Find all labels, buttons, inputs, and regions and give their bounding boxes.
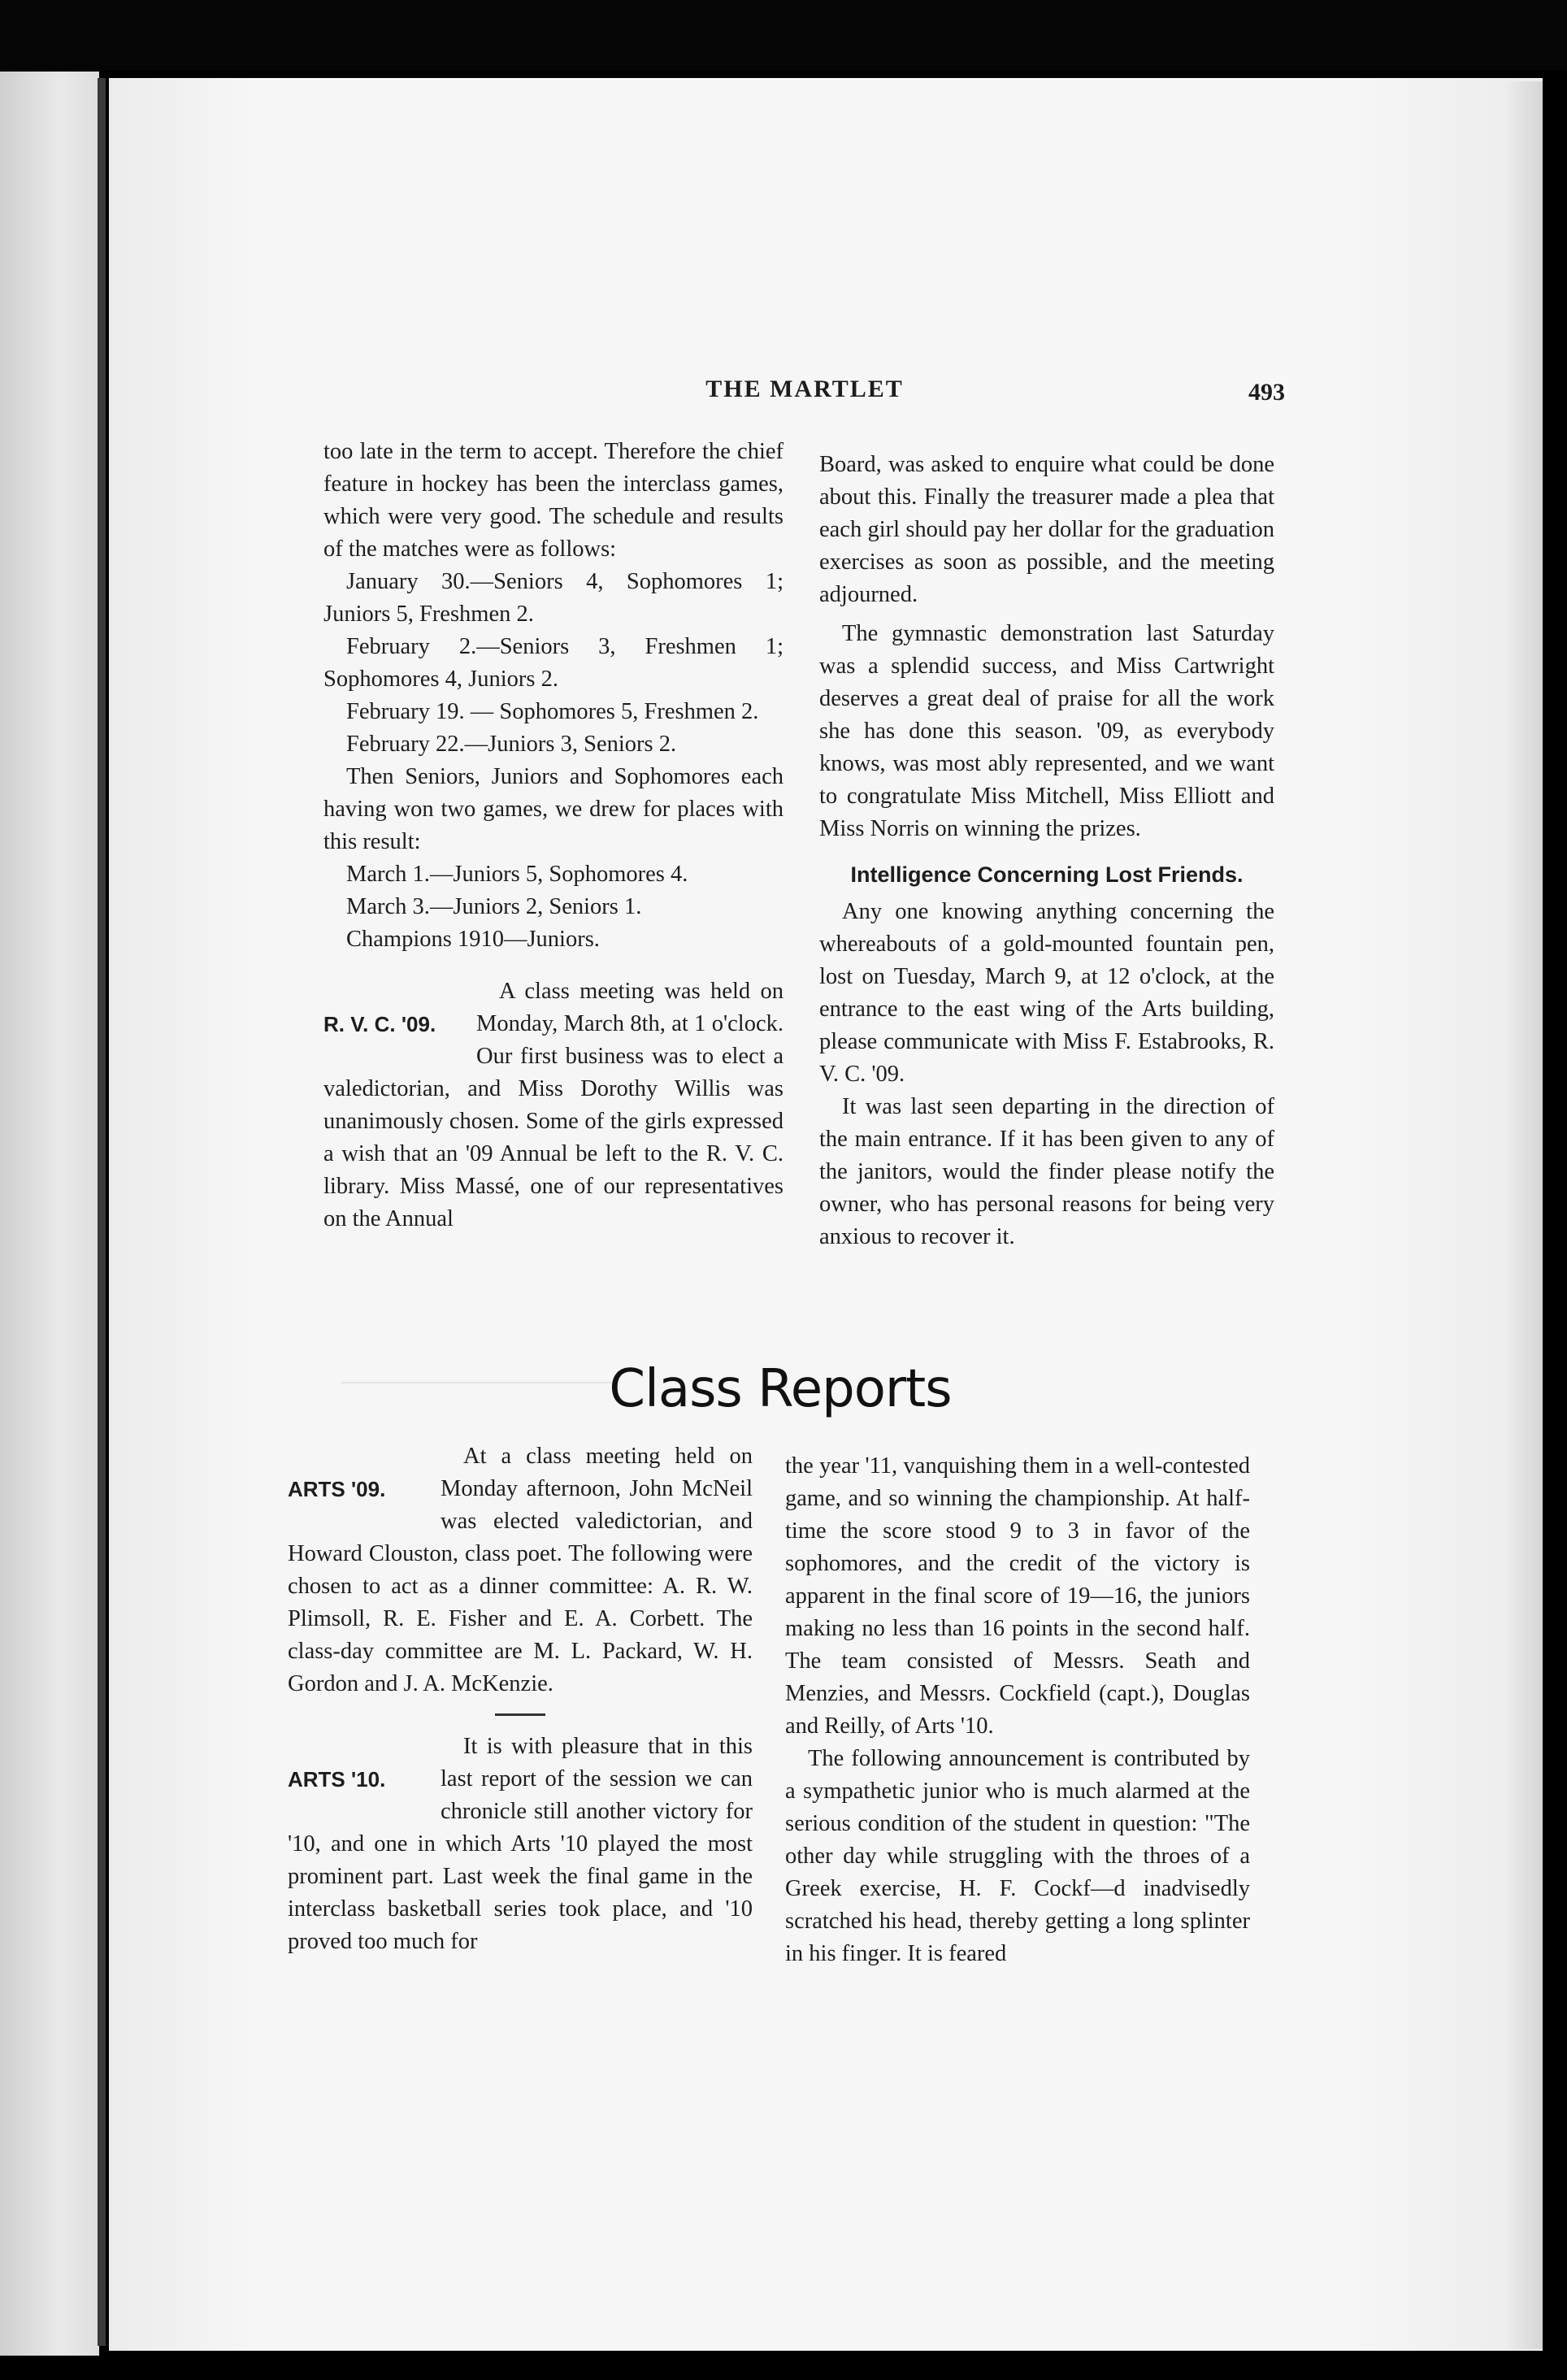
basketball-paragraph: the year '11, vanquishing them in a well-contested game, and so winning the championship. At half-time the score stood 9 to 3 in favor of the sophomores, and the credit of the victory is apparent in the final score of 19—16, the juniors making no less than 16 points in the second half. The team consisted of Messrs. Seath and Menzies, and Messrs. Cockfield (capt.), Douglas and Reilly, of Arts '10. — [785, 1453, 1250, 1739]
section-title: Class Reports — [609, 1359, 952, 1419]
hockey-paragraph: too late in the term to accept. Therefore the chief feature in hockey has been the interclass games, which were very good. The schedule and results of the matches were as follows: — [323, 439, 784, 562]
arts09-section-label: ARTS '09. — [288, 1477, 386, 1501]
announcement-paragraph: The following announcement is contributed by a sympathetic junior who is much alarmed at the serious condition of the student in question: "The other day while struggling with the throes of a Greek exercise, H. F. Cockf—d inadvisedly scratched his head, thereby getting a long splinter in his finger. It is feared — [785, 1746, 1250, 1966]
result-line: February 22.—Juniors 3, Seniors 2. — [346, 732, 677, 757]
last-seen-paragraph: It was last seen departing in the direction of the main entrance. If it has been given to any of the janitors, would the finder please notify the owner, who has personal reasons for being very anxious to recover it. — [819, 1094, 1274, 1249]
running-title: THE MARTLET — [705, 376, 904, 402]
result-line: March 1.—Juniors 5, Sophomores 4. — [346, 862, 688, 887]
section-divider — [495, 1713, 545, 1716]
page-shadow — [1504, 81, 1544, 2349]
lower-right-column — [785, 1450, 1250, 1970]
spacer — [323, 956, 784, 975]
gymnastic-paragraph: The gymnastic demonstration last Saturday was a splendid success, and Miss Cartwright deserves a great deal of praise for all the work she has done this season. '09, as everybody knows, was most ably represented, and we want to congratulate Miss Mitchell, Miss Elliott and Miss Norris on winning the prizes. — [819, 621, 1274, 841]
scan-top-border — [0, 0, 1567, 70]
arts10-paragraph-text: It is with pleasure that in this last report of the session we can chronicle still another victory for '10, and one in which Arts '10 played the most prominent part. Last week the final game in the interclass basketball series took place, and '10 proved too much for — [288, 1734, 753, 1954]
result-line: March 3.—Juniors 2, Seniors 1. — [346, 894, 642, 919]
lost-friends-heading: Intelligence Concerning Lost Friends. — [850, 862, 1244, 887]
arts09-paragraph — [288, 1440, 753, 1700]
board-paragraph: Board, was asked to enquire what could be done about this. Finally the treasurer made a plea that each girl should pay her dollar for the graduation exercises as soon as possible, and the meeting adjourned. — [819, 452, 1274, 607]
rvc-paragraph-text: A class meeting was held on Monday, March 8th, at 1 o'clock. Our first business was to elect a valedictorian, and Miss Dorothy Willis was unanimously chosen. Some of the girls expressed a wish that an '09 Annual be left to the R. V. C. library. Miss Massé, one of our representatives on the Annual — [323, 979, 784, 1231]
result-line: Champions 1910—Juniors. — [346, 927, 600, 952]
lower-left-column — [288, 1440, 753, 1958]
playoff-paragraph: Then Seniors, Juniors and Sophomores each having won two games, we drew for places with this result: — [323, 764, 784, 854]
result-line: February 19. — Sophomores 5, Freshmen 2. — [346, 699, 759, 724]
previous-page-edge — [0, 72, 99, 2356]
upper-right-column — [819, 449, 1274, 1253]
arts09-paragraph-text: At a class meeting held on Monday afternoon, John McNeil was elected valedictorian, and Howard Clouston, class poet. The following were chosen to act as a dinner committee: A. R. W. Plimsoll, R. E. Fisher and E. A. Corbett. The class-day committee are M. L. Packard, W. H. Gordon and J. A. McKenzie. — [288, 1444, 753, 1696]
arts10-paragraph — [288, 1731, 753, 1958]
result-line: January 30.—Seniors 4, Sophomores 1; Juniors 5, Freshmen 2. — [323, 569, 784, 627]
fountain-pen-paragraph: Any one knowing anything concerning the whereabouts of a gold-mounted fountain pen, lost on Tuesday, March 9, at 12 o'clock, at the entrance to the east wing of the Arts building, please communicate with Miss F. Estabrooks, R. V. C. '09. — [819, 899, 1274, 1087]
upper-left-column — [323, 436, 784, 1236]
page-number: 493 — [1248, 379, 1285, 406]
binding-gutter — [98, 78, 106, 2346]
rvc-section-label: R. V. C. '09. — [323, 1012, 436, 1036]
arts10-section-label: ARTS '10. — [288, 1767, 386, 1792]
rvc-paragraph — [323, 975, 784, 1236]
result-line: February 2.—Seniors 3, Freshmen 1; Sophomores 4, Juniors 2. — [323, 634, 784, 692]
